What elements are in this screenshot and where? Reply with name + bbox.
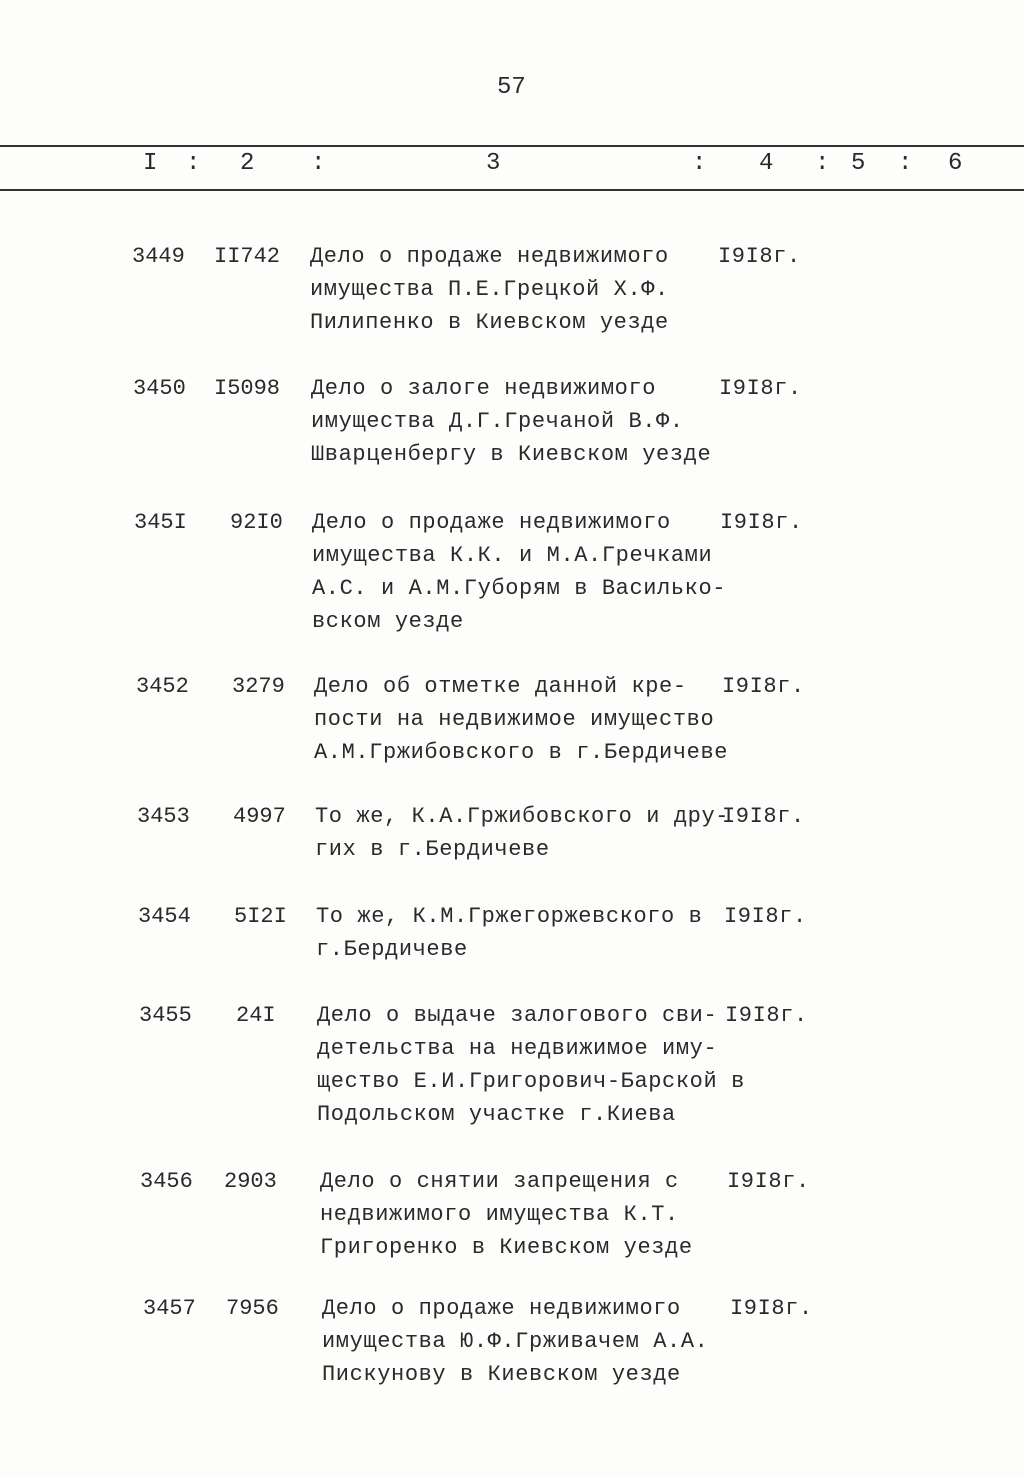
col-header-4: 4 (759, 150, 774, 177)
file-number: 2903 (224, 1169, 277, 1194)
entry-description (320, 1165, 693, 1264)
entry-year: I9I8г. (719, 376, 802, 401)
page-number: 57 (497, 74, 526, 101)
entry-description (315, 800, 729, 866)
entry-number: 3454 (138, 904, 191, 929)
col-header-2: 2 (240, 150, 255, 177)
entry-description (322, 1292, 708, 1391)
col-header-3: 3 (486, 150, 501, 177)
col-header-6: 6 (948, 150, 963, 177)
description-line: недвижимого имущества К.Т. (320, 1202, 679, 1227)
file-number: I5098 (214, 376, 281, 401)
entry-number: 3452 (136, 674, 189, 699)
description-line: пости на недвижимое имущество (314, 707, 715, 732)
description-line: имущества Д.Г.Гречаной В.Ф. (311, 409, 684, 434)
entry-number: 3449 (132, 244, 185, 269)
description-line: имущества К.К. и М.А.Гречками (312, 543, 713, 568)
description-line: Шварценбергу в Киевском уезде (311, 442, 712, 467)
description-line: имущества Ю.Ф.Грживачем А.А. (322, 1329, 709, 1354)
description-line: г.Бердичеве (316, 937, 468, 962)
file-number: 92I0 (230, 510, 283, 535)
description-line: Дело о продаже недвижимого (312, 510, 671, 535)
file-number: 4997 (233, 804, 286, 829)
entry-year: I9I8г. (720, 510, 803, 535)
entry-number: 3453 (137, 804, 190, 829)
description-line: гих в г.Бердичеве (315, 837, 550, 862)
entry-year: I9I8г. (725, 1003, 808, 1028)
col-header-1: I (143, 150, 158, 177)
description-line: Подольском участке г.Киева (317, 1102, 676, 1127)
entry-description (317, 999, 745, 1131)
description-line: А.М.Гржибовского в г.Бердичеве (314, 740, 729, 765)
entry-year: I9I8г. (727, 1169, 810, 1194)
file-number: 3279 (232, 674, 285, 699)
entry-description (314, 670, 728, 769)
description-line: А.С. и А.М.Губорям в Василько- (312, 576, 727, 601)
entry-number: 3457 (143, 1296, 196, 1321)
description-line: Пискунову в Киевском уезде (322, 1362, 681, 1387)
col-header-5: 5 (851, 150, 866, 177)
file-number: 5I2I (234, 904, 287, 929)
col-separator: : (898, 150, 913, 177)
col-separator: : (186, 150, 201, 177)
col-separator: : (815, 150, 830, 177)
entry-description (316, 900, 702, 966)
entry-description (310, 240, 669, 339)
col-separator: : (692, 150, 707, 177)
description-line: Дело о снятии запрещения с (320, 1169, 679, 1194)
col-separator: : (311, 150, 326, 177)
entry-year: I9I8г. (724, 904, 807, 929)
description-line: Григоренко в Киевском уезде (320, 1235, 693, 1260)
description-line: щество Е.И.Григорович-Барской в (317, 1069, 745, 1094)
entry-year: I9I8г. (722, 674, 805, 699)
header-rule-bottom (0, 189, 1024, 191)
header-rule-top (0, 145, 1024, 147)
description-line: Пилипенко в Киевском уезде (310, 310, 669, 335)
description-line: детельства на недвижимое иму- (317, 1036, 718, 1061)
description-line: Дело об отметке данной кре- (314, 674, 687, 699)
entry-number: 3455 (139, 1003, 192, 1028)
entry-year: I9I8г. (718, 244, 801, 269)
description-line: Дело о продаже недвижимого (310, 244, 669, 269)
entry-description (311, 372, 711, 471)
description-line: Дело о выдаче залогового сви- (317, 1003, 718, 1028)
entry-number: 3450 (133, 376, 186, 401)
description-line: То же, К.М.Гржегоржевского в (316, 904, 703, 929)
description-line: То же, К.А.Гржибовского и дру- (315, 804, 730, 829)
entry-year: I9I8г. (730, 1296, 813, 1321)
description-line: вском уезде (312, 609, 464, 634)
description-line: имущества П.Е.Грецкой Х.Ф. (310, 277, 669, 302)
description-line: Дело о залоге недвижимого (311, 376, 657, 401)
entry-description (312, 506, 726, 638)
description-line: Дело о продаже недвижимого (322, 1296, 681, 1321)
entry-number: 3456 (140, 1169, 193, 1194)
file-number: 24I (236, 1003, 276, 1028)
file-number: II742 (214, 244, 281, 269)
file-number: 7956 (226, 1296, 279, 1321)
entry-number: 345I (134, 510, 187, 535)
entry-year: I9I8г. (722, 804, 805, 829)
